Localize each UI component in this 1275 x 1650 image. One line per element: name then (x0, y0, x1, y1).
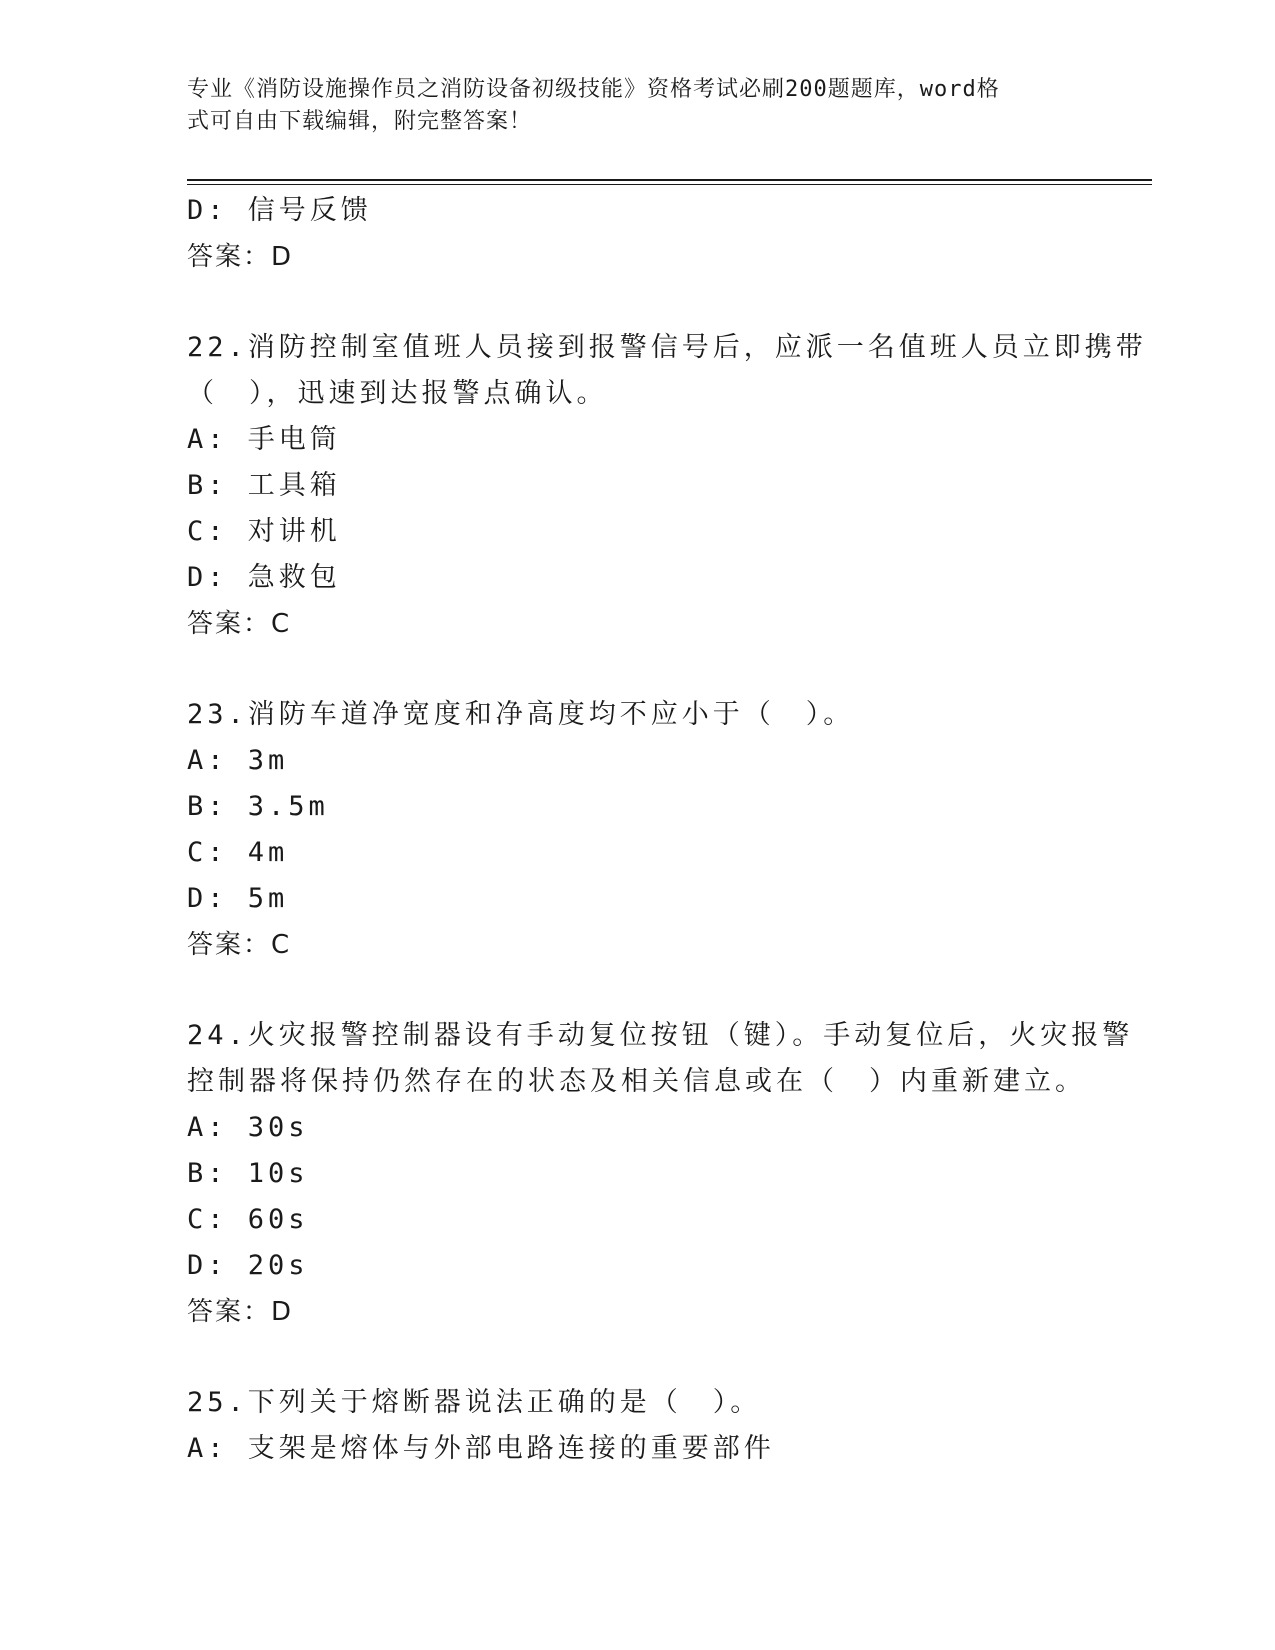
header-line-1: 专业《消防设施操作员之消防设备初级技能》资格考试必刷200题题库，word格 (187, 77, 1000, 102)
answer-line: 答案：D (187, 1297, 294, 1327)
question-25 (187, 1380, 1087, 1472)
option-b: B: 工具箱 (187, 470, 341, 501)
option-c: C: 60s (187, 1204, 309, 1235)
header-divider-thin (187, 184, 1152, 185)
answer-line: 答案：C (187, 609, 292, 639)
question-gap (187, 1335, 1087, 1380)
question-22 (187, 325, 1147, 647)
question-stem-line-1: 24.火灾报警控制器设有手动复位按钮（键）。手动复位后，火灾报警 (187, 1020, 1134, 1051)
option-d: D: 20s (187, 1250, 309, 1281)
answer-line: 答案：D (187, 242, 294, 272)
question-gap (187, 647, 1087, 692)
question-stem-line-1: 25.下列关于熔断器说法正确的是（ ）。 (187, 1387, 762, 1418)
option-a: A: 手电筒 (187, 424, 341, 455)
question-gap (187, 280, 1087, 325)
question-list (187, 188, 1147, 1472)
header-divider-thick (187, 179, 1152, 181)
answer-line: 答案：C (187, 930, 292, 960)
option-a: A: 30s (187, 1112, 309, 1143)
question-stem-line-1: 23.消防车道净宽度和净高度均不应小于（ ）。 (187, 699, 855, 730)
option-b: B: 3.5m (187, 791, 329, 822)
question-21-tail (187, 188, 1087, 280)
question-24 (187, 1013, 1134, 1335)
question-stem-line-1: 22.消防控制室值班人员接到报警信号后，应派一名值班人员立即携带 (187, 332, 1147, 363)
question-stem-line-2: 控制器将保持仍然存在的状态及相关信息或在（ ）内重新建立。 (187, 1066, 1086, 1097)
header-line-2: 式可自由下载编辑，附完整答案！ (187, 109, 533, 134)
option-b: B: 10s (187, 1158, 309, 1189)
option-c: C: 对讲机 (187, 516, 341, 547)
question-stem-line-2: （ ），迅速到达报警点确认。 (187, 378, 608, 409)
question-23 (187, 692, 1087, 968)
option-a: A: 支架是熔体与外部电路连接的重要部件 (187, 1433, 775, 1464)
option-c: C: 4m (187, 837, 289, 868)
option-d: D: 5m (187, 883, 289, 914)
option-d: D: 信号反馈 (187, 195, 372, 226)
document-header (187, 74, 1067, 138)
option-a: A: 3m (187, 745, 289, 776)
option-d: D: 急救包 (187, 562, 341, 593)
question-gap (187, 968, 1087, 1013)
